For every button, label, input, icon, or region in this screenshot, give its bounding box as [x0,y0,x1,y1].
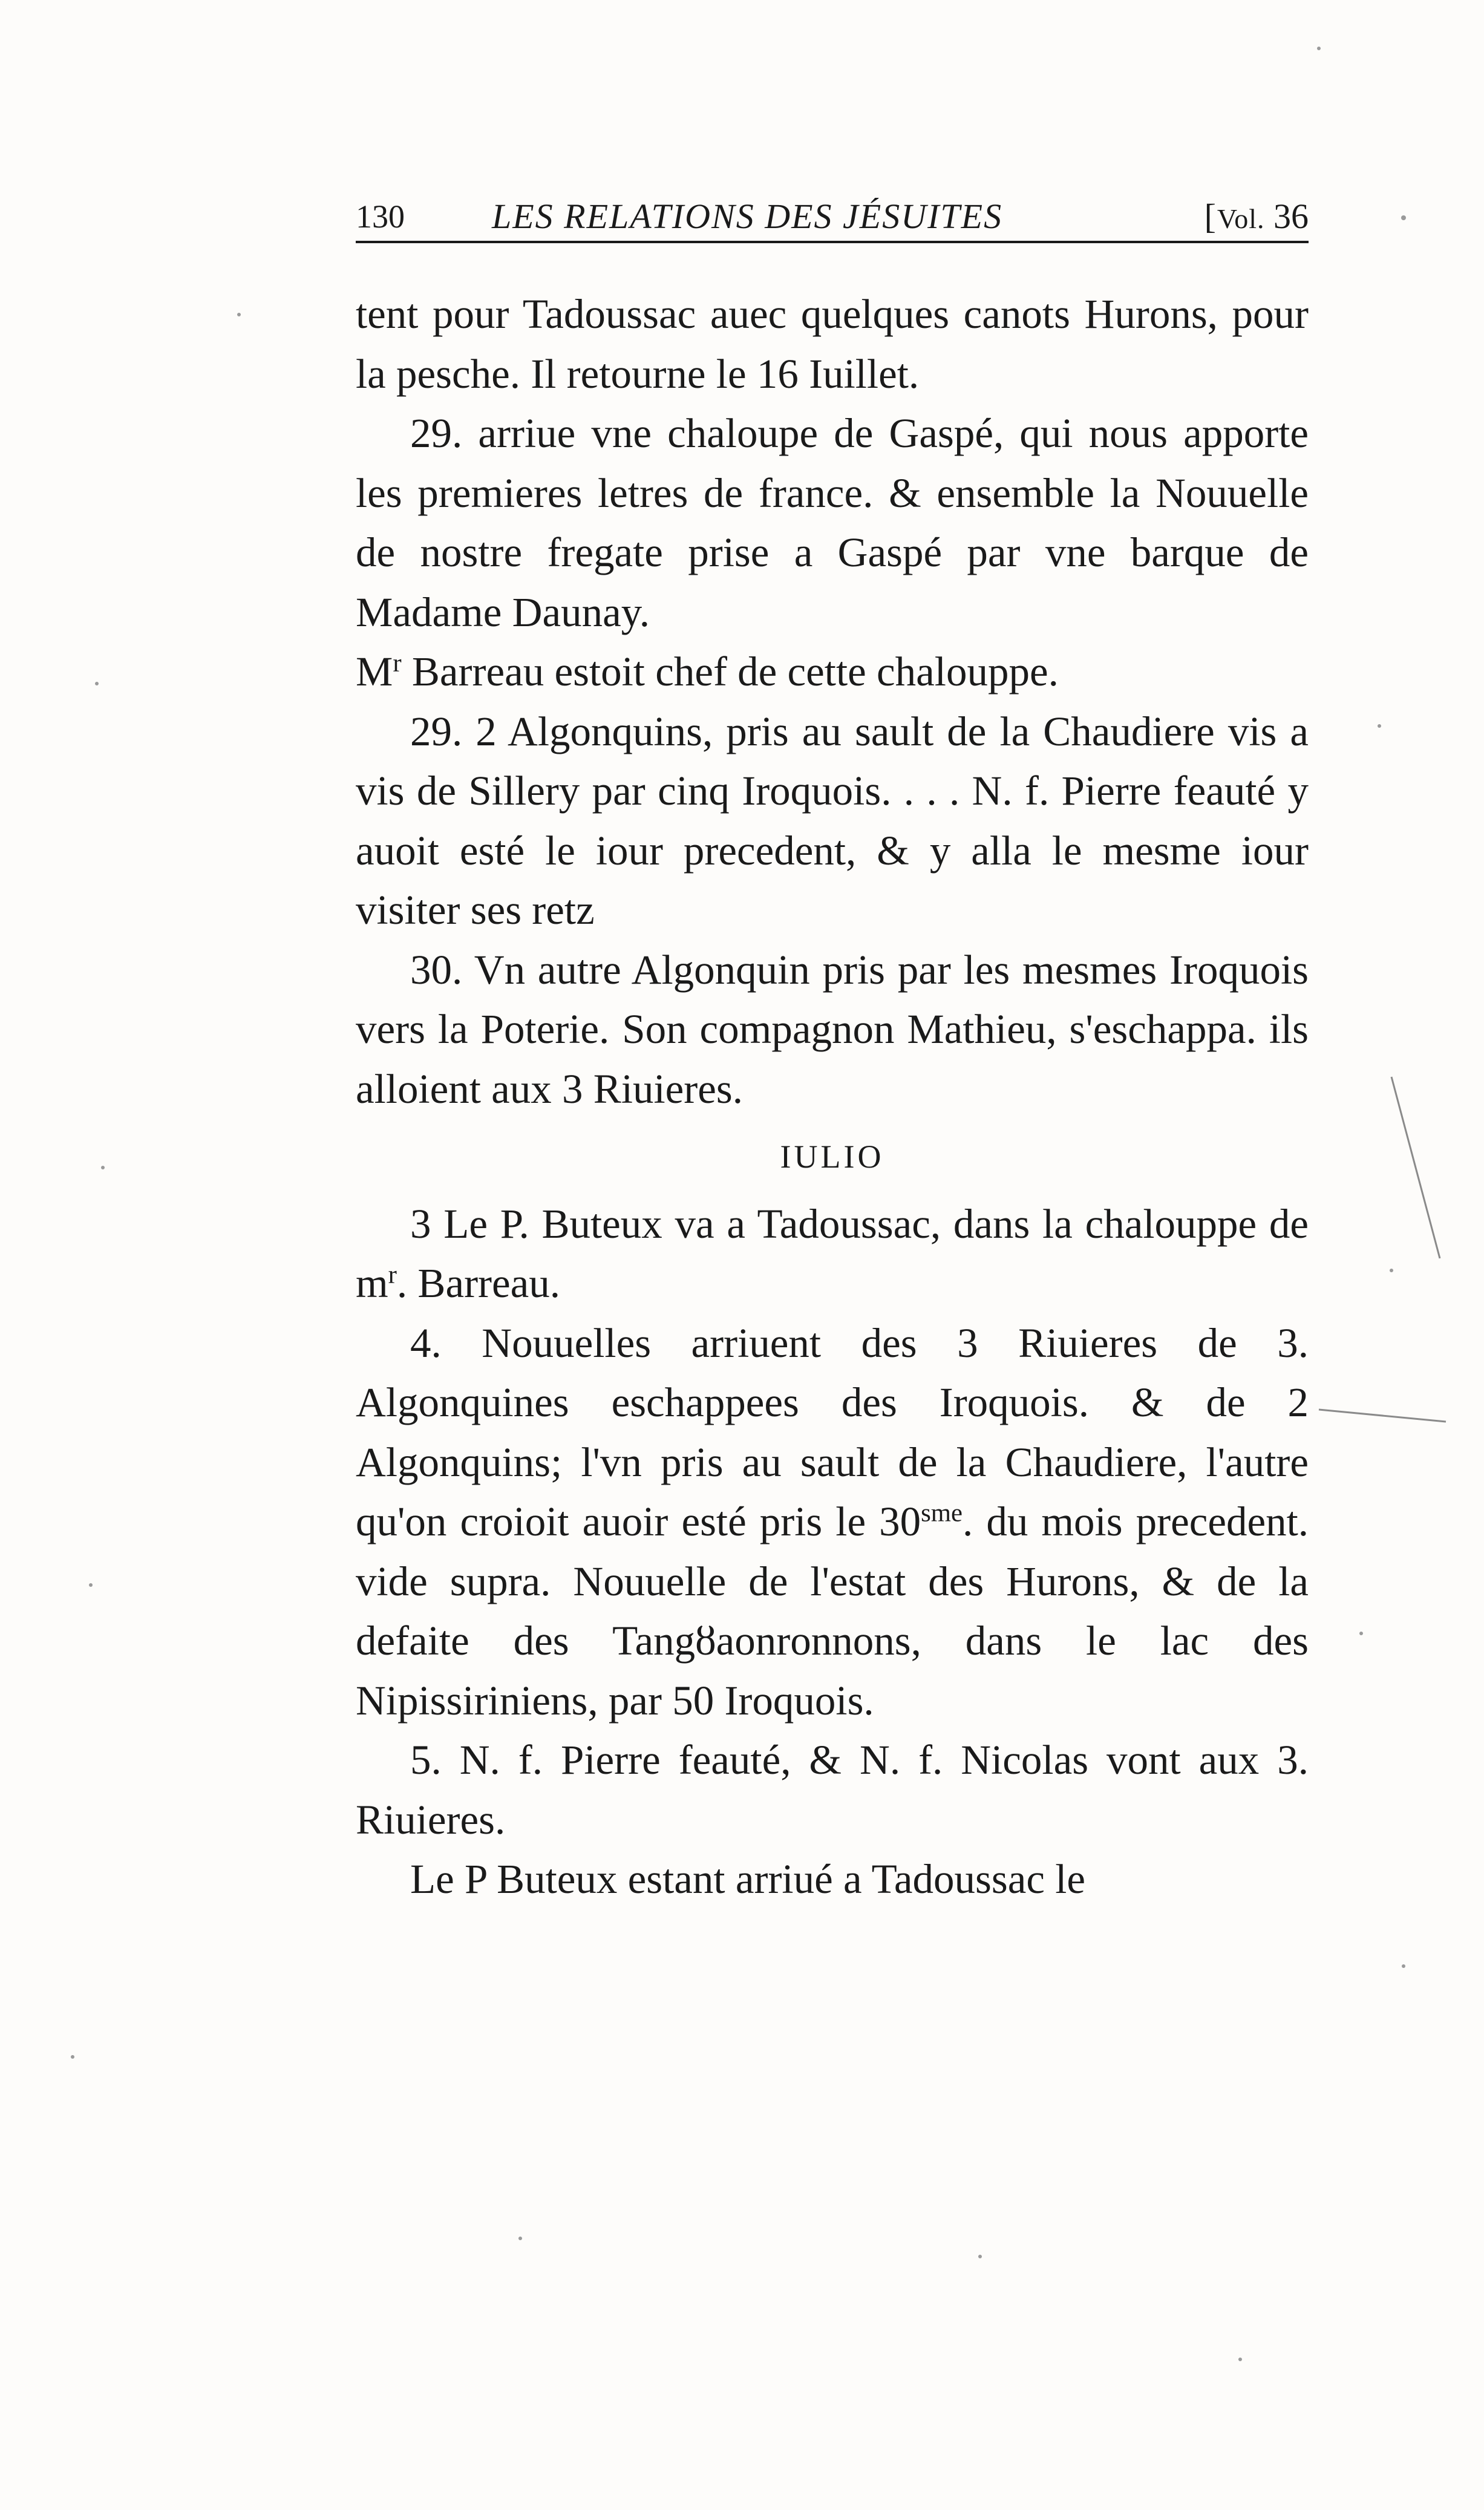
volume-label: Vol. [1217,203,1265,234]
superscript-r: r [388,1260,397,1289]
paragraph-entry-29-chaloupe [356,404,1309,702]
entry-text: 3 Le P. Buteux va a Tadoussac, dans la chalouppe de m [356,1200,1309,1306]
superscript-r: r [393,649,402,678]
volume-number: 36 [1273,197,1309,236]
paragraph-entry-buteux: Le P Buteux estant arriué a Tadoussac le [410,1856,1086,1902]
paragraph-entry-5: 5. N. f. Pierre feauté, & N. f. Nicolas vont aux 3. Riuieres. [356,1737,1309,1843]
paragraph-entry-29-algonquins: 29. 2 Algonquins, pris au sault de la Chaudiere vis a vis de Sillery par cinq Iroquois. . . . N. f. Pierre feauté y auoit esté le iour precedent, & y alla le mesme iour visiter ses retz [356,708,1309,933]
entry-text-end: . Barreau. [396,1260,561,1306]
entry-text-end: Barreau estoit chef de cette chalouppe. [401,649,1059,694]
paragraph-entry-4 [356,1313,1309,1731]
volume-indicator [1205,192,1309,243]
paragraph-entry-3 [356,1194,1309,1313]
volume-bracket: [ [1204,197,1216,236]
entry-text-end: . du mois precedent. vide supra. Nouuelle de l'estat des Hurons, & de la defaite des Tangȣaonronnons, dans le lac des Nipissiriniens, par 50 Iroquois. [356,1498,1309,1724]
superscript-sme: sme [921,1498,963,1528]
entry-text: 4. Nouuelles arriuent des 3 Riuieres de 3. Algonquines eschappees des Iroquois. & de 2 Algonquins; l'vn pris au sault de la Chaudiere, l'autre qu'on croioit auoir esté pris le 30 [356,1319,1309,1544]
title-mr: M [356,649,393,694]
paragraph-entry-30: 30. Vn autre Algonquin pris par les mesmes Iroquois vers la Poterie. Son compagnon Mathieu, s'eschappa. ils alloient aux 3 Riuieres. [356,946,1309,1112]
body-text [356,284,1309,1909]
page-number: 130 [356,198,405,235]
running-title: LES RELATIONS DES JÉSUITES [492,197,1003,236]
section-heading-iulio: IULIO [780,1139,884,1175]
paragraph-continuation: tent pour Tadoussac auec quelques canots Hurons, pour la pesche. Il retourne le 16 Iuillet. [356,291,1309,397]
entry-text: 29. arriue vne chaloupe de Gaspé, qui nous apporte les premieres letres de france. & ensemble la Nouuelle de nostre fregate prise a Gaspé par vne barque de Madame Daunay. [356,410,1309,635]
running-head [356,192,1309,243]
